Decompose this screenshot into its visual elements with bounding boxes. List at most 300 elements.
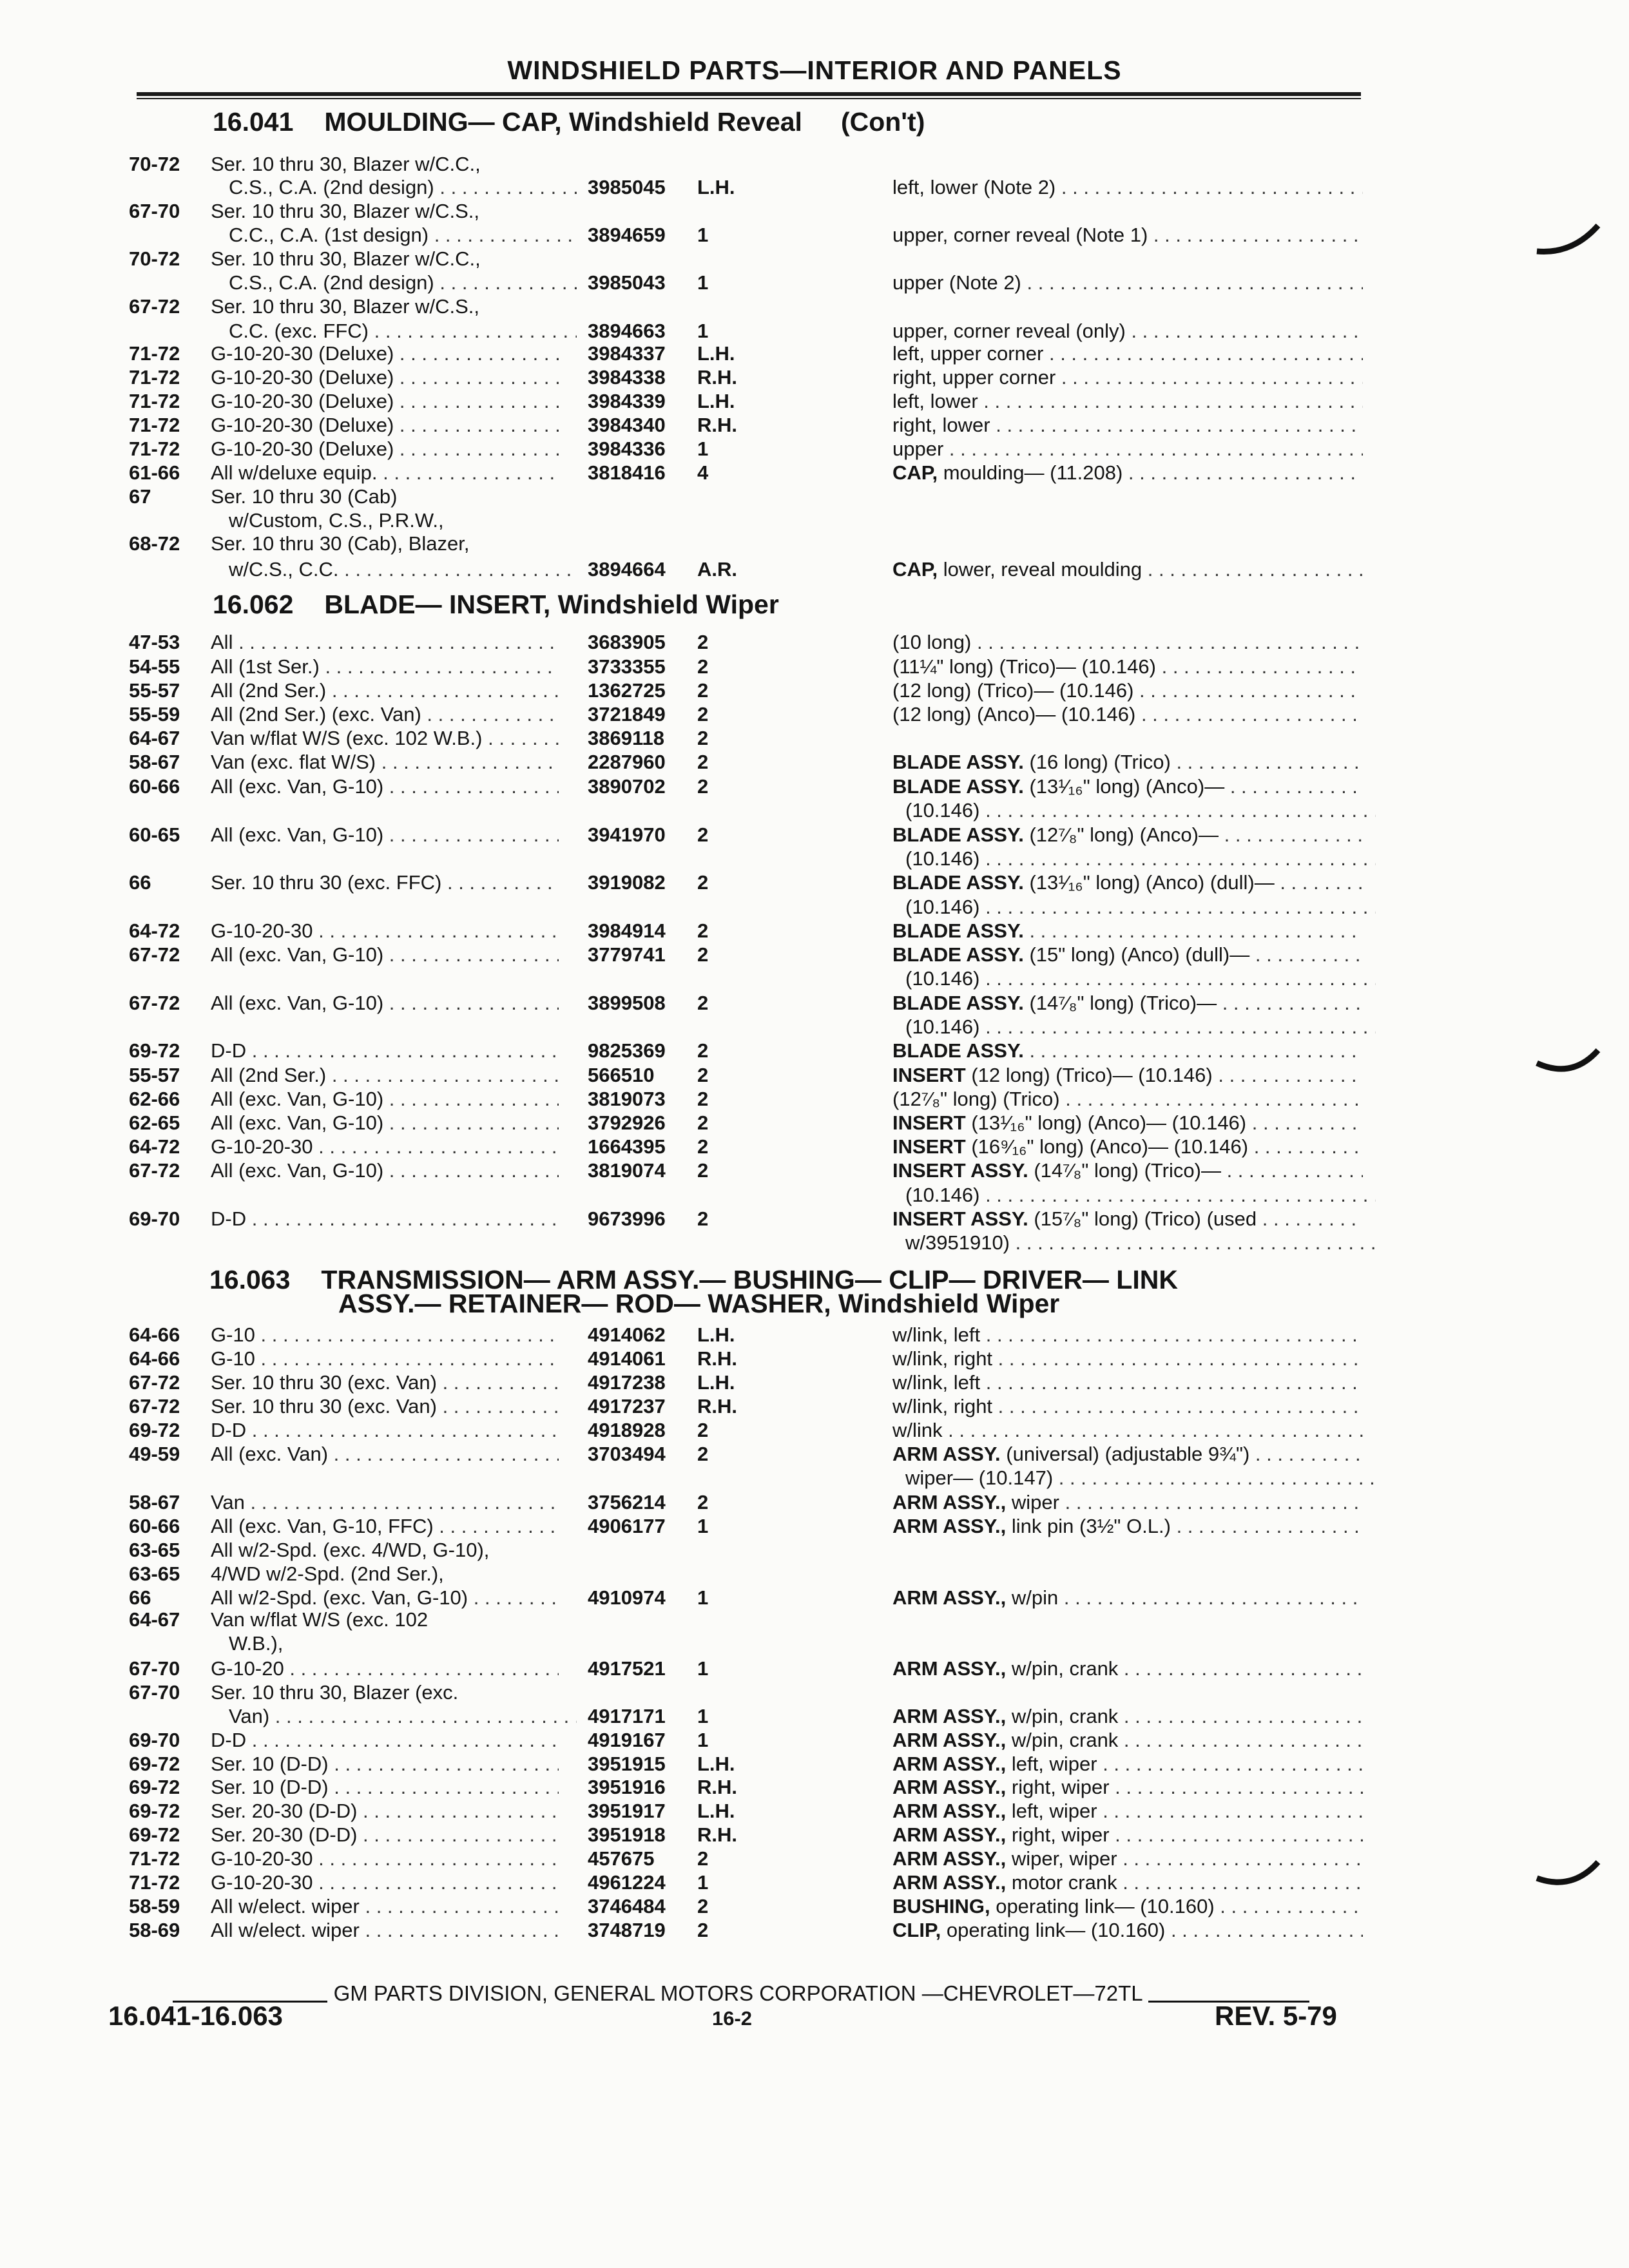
table-row	[0, 1870, 1629, 1895]
table-row	[0, 1918, 1629, 1943]
description	[892, 1442, 1363, 1466]
quantity: 2	[697, 679, 709, 702]
model-years: 71-72	[129, 414, 180, 436]
description-text: (15" long) (Anco) (dull)—	[1029, 943, 1250, 966]
description	[905, 1015, 1376, 1039]
model-years: 69-72	[129, 1800, 180, 1822]
quantity: 2	[697, 775, 709, 798]
part-number: 4918928	[588, 1419, 666, 1441]
table-row	[0, 823, 1629, 847]
model-years: 64-66	[129, 1347, 180, 1370]
description-text: w/link, left	[892, 1371, 981, 1394]
description	[892, 1111, 1363, 1135]
model-years: 60-66	[129, 775, 180, 798]
part-number: 3733355	[588, 655, 666, 678]
description-text: w/link, right	[892, 1395, 993, 1418]
part-number: 3951918	[588, 1823, 666, 1846]
application: Van (exc. flat W/S) . . .	[211, 750, 559, 774]
description	[892, 1586, 1363, 1610]
part-number: 4917171	[588, 1705, 666, 1727]
table-row	[0, 294, 1629, 319]
description-part-name: BLADE ASSY.	[892, 943, 1024, 966]
description-part-name: ARM ASSY.,	[892, 1657, 1007, 1680]
part-number: 3819073	[588, 1088, 666, 1110]
description	[905, 966, 1376, 991]
description-part-name: BLADE ASSY.	[892, 992, 1024, 1014]
description	[892, 389, 1363, 414]
part-number: 3748719	[588, 1919, 666, 1941]
description-text: (10.146)	[905, 847, 980, 870]
table-row	[0, 966, 1629, 991]
model-years: 63-65	[129, 1539, 180, 1561]
description	[892, 341, 1363, 366]
binder-hole-mark-1	[1534, 219, 1605, 258]
part-number: 3984337	[588, 342, 666, 365]
table-row	[0, 508, 1629, 533]
description	[892, 223, 1363, 247]
model-years: 68-72	[129, 532, 180, 555]
description	[892, 461, 1363, 485]
part-number: 4914062	[588, 1323, 666, 1346]
quantity: 2	[697, 1207, 709, 1230]
part-number: 4917237	[588, 1395, 666, 1418]
table-row	[0, 1894, 1629, 1919]
description-part-name: BLADE ASSY.	[892, 751, 1024, 773]
description	[892, 437, 1363, 461]
application: G-10-20 . . .	[211, 1657, 559, 1681]
table-row	[0, 919, 1629, 943]
application: Van w/flat W/S (exc. 102 W.B.) . . .	[211, 726, 559, 751]
footer-section-range: 16.041-16.063	[108, 2001, 283, 2031]
description	[892, 1657, 1363, 1681]
model-years: 64-67	[129, 727, 180, 749]
model-years: 62-66	[129, 1088, 180, 1110]
description	[892, 630, 1363, 655]
table-row	[0, 655, 1629, 679]
application: Van) . . .	[229, 1704, 577, 1729]
model-years: 47-53	[129, 631, 180, 653]
model-years: 63-65	[129, 1562, 180, 1585]
description-text: w/3951910)	[905, 1231, 1010, 1254]
application: All w/elect. wiper . . .	[211, 1894, 559, 1919]
description-part-name: BUSHING,	[892, 1895, 990, 1917]
application: G-10-20-30 (Deluxe) . . .	[211, 341, 559, 366]
table-row	[0, 1039, 1629, 1063]
part-number: 2287960	[588, 751, 666, 773]
description-part-name: BLADE ASSY.	[892, 871, 1024, 894]
quantity: 4	[697, 461, 709, 484]
quantity: 2	[697, 1111, 709, 1134]
quantity: 2	[697, 1039, 709, 1062]
footer-revision: REV. 5-79	[1215, 2001, 1337, 2031]
section-number: 16.063	[209, 1265, 291, 1294]
quantity: 2	[697, 1064, 709, 1086]
quantity: 1	[697, 1705, 709, 1727]
table-row	[0, 943, 1629, 967]
description	[892, 774, 1363, 799]
description-part-name: CLIP,	[892, 1919, 941, 1941]
quantity: 2	[697, 871, 709, 894]
part-number: 3984914	[588, 919, 666, 942]
section-title-16-041	[213, 107, 925, 137]
application: All (2nd Ser.) . . .	[211, 678, 559, 703]
table-row	[0, 630, 1629, 655]
application: Ser. 20-30 (D-D) . . .	[211, 1799, 559, 1823]
table-row	[0, 1394, 1629, 1419]
part-number: 4917238	[588, 1371, 666, 1394]
description-text: left, upper corner	[892, 342, 1044, 365]
description-text: (12 long) (Trico)— (10.146)	[971, 1064, 1213, 1086]
description	[892, 1323, 1363, 1347]
description-part-name: BLADE ASSY.	[892, 775, 1024, 798]
description	[892, 1847, 1363, 1871]
application: Van . . .	[211, 1490, 559, 1515]
table-row	[0, 1586, 1629, 1610]
model-years: 69-72	[129, 1823, 180, 1846]
quantity: 2	[697, 703, 709, 726]
part-number: 4914061	[588, 1347, 666, 1370]
description-text: left, wiper	[1011, 1753, 1097, 1775]
quantity: 2	[697, 1847, 709, 1870]
model-years: 55-57	[129, 1064, 180, 1086]
model-years: 67-72	[129, 992, 180, 1014]
table-row	[0, 532, 1629, 556]
table-row	[0, 1562, 1629, 1586]
model-years: 55-57	[129, 679, 180, 702]
application: Ser. 10 (D-D) . . .	[211, 1752, 559, 1776]
description-text: (12 long) (Trico)— (10.146)	[892, 679, 1134, 702]
description	[892, 413, 1363, 437]
table-row	[0, 223, 1629, 247]
table-row	[0, 1158, 1629, 1183]
description	[892, 271, 1363, 295]
table-row	[0, 1490, 1629, 1515]
description	[892, 870, 1363, 895]
table-row	[0, 1370, 1629, 1395]
model-years: 64-72	[129, 919, 180, 942]
quantity: 2	[697, 751, 709, 773]
description-text: upper, corner reveal (only)	[892, 320, 1126, 342]
section-heading: MOULDING— CAP, Windshield Reveal	[324, 107, 802, 137]
quantity: L.H.	[697, 176, 735, 198]
description	[892, 1135, 1363, 1159]
description-text: right, lower	[892, 414, 990, 436]
description-text: (12 long) (Anco)— (10.146)	[892, 703, 1136, 726]
table-row	[0, 485, 1629, 509]
table-row	[0, 319, 1629, 343]
section-title-16-063-line2	[338, 1289, 1059, 1319]
quantity: 1	[697, 1729, 709, 1751]
description-text: upper	[892, 437, 944, 460]
table-row	[0, 1063, 1629, 1088]
part-number: 4910974	[588, 1586, 666, 1609]
description-text: operating link— (10.160)	[946, 1919, 1166, 1941]
description-part-name: ARM ASSY.,	[892, 1776, 1007, 1798]
application: w/C.S., C.C. . . .	[229, 557, 577, 582]
table-row	[0, 1775, 1629, 1800]
description	[892, 655, 1363, 679]
description	[892, 1918, 1363, 1943]
description	[892, 365, 1363, 390]
quantity: 2	[697, 655, 709, 678]
description	[892, 1775, 1363, 1800]
description-text: right, upper corner	[892, 366, 1056, 389]
application: Ser. 10 thru 30 (Cab), Blazer,	[211, 532, 470, 555]
model-years: 60-66	[129, 1515, 180, 1537]
model-years: 54-55	[129, 655, 180, 678]
application: C.C., C.A. (1st design) . . .	[229, 223, 577, 247]
part-number: 4919167	[588, 1729, 666, 1751]
table-row	[0, 247, 1629, 271]
model-years: 55-59	[129, 703, 180, 726]
part-number: 9673996	[588, 1207, 666, 1230]
description-part-name: ARM ASSY.,	[892, 1515, 1007, 1537]
model-years: 69-72	[129, 1753, 180, 1775]
table-row	[0, 1466, 1629, 1490]
table-row	[0, 1538, 1629, 1562]
table-row	[0, 175, 1629, 200]
header-rule-thin	[137, 98, 1361, 99]
description	[892, 319, 1363, 343]
application: Ser. 10 thru 30, Blazer w/C.S.,	[211, 295, 479, 318]
table-row	[0, 557, 1629, 582]
part-number: 3919082	[588, 871, 666, 894]
description-text: wiper— (10.147)	[905, 1466, 1054, 1489]
table-row	[0, 1704, 1629, 1729]
description	[892, 823, 1363, 847]
quantity: 1	[697, 1871, 709, 1894]
part-number: 3894664	[588, 558, 666, 581]
model-years: 71-72	[129, 1871, 180, 1894]
description	[892, 678, 1363, 703]
quantity: R.H.	[697, 1347, 737, 1370]
description-text: right, wiper	[1011, 1823, 1110, 1846]
description-part-name: ARM ASSY.,	[892, 1823, 1007, 1846]
description-text: (16 long) (Trico)	[1029, 751, 1171, 773]
description-part-name: ARM ASSY.,	[892, 1491, 1007, 1514]
part-number: 3899508	[588, 992, 666, 1014]
table-row	[0, 1631, 1629, 1656]
description-text: w/pin, crank	[1011, 1705, 1119, 1727]
quantity: 2	[697, 992, 709, 1014]
description-part-name: ARM ASSY.,	[892, 1847, 1007, 1870]
table-row	[0, 1847, 1629, 1871]
description-text: left, wiper	[1011, 1800, 1097, 1822]
application: D-D . . .	[211, 1728, 559, 1753]
description	[892, 1728, 1363, 1753]
quantity: 2	[697, 727, 709, 749]
table-row	[0, 1728, 1629, 1753]
description-part-name: INSERT ASSY.	[892, 1159, 1028, 1182]
description	[892, 1394, 1363, 1419]
table-row	[0, 1231, 1629, 1255]
quantity: 2	[697, 943, 709, 966]
model-years: 71-72	[129, 342, 180, 365]
part-number: 4961224	[588, 1871, 666, 1894]
part-number: 3894659	[588, 224, 666, 246]
description-text: (universal) (adjustable 9¾")	[1006, 1443, 1250, 1465]
table-row	[0, 991, 1629, 1015]
description-part-name: INSERT	[892, 1135, 966, 1158]
application: G-10-20-30 . . .	[211, 1870, 559, 1895]
application: D-D . . .	[211, 1207, 559, 1231]
section-continued: (Con't)	[840, 107, 925, 137]
table-row	[0, 437, 1629, 461]
quantity: 1	[697, 224, 709, 246]
application: All (exc. Van, G-10) . . .	[211, 991, 559, 1015]
quantity: R.H.	[697, 366, 737, 389]
section-number: 16.062	[213, 590, 294, 619]
part-number: 3941970	[588, 823, 666, 846]
table-row	[0, 798, 1629, 823]
table-row	[0, 1823, 1629, 1847]
model-years: 67-70	[129, 1657, 180, 1680]
application: All w/2-Spd. (exc. 4/WD, G-10),	[211, 1539, 490, 1561]
part-number: 3756214	[588, 1491, 666, 1514]
model-years: 66	[129, 1586, 151, 1609]
application: All (exc. Van, G-10) . . .	[211, 774, 559, 799]
description	[892, 1490, 1363, 1515]
table-row	[0, 895, 1629, 919]
application: G-10-20-30 . . .	[211, 1135, 559, 1159]
description-text: link pin (3½" O.L.)	[1011, 1515, 1171, 1537]
application: C.S., C.A. (2nd design) . . .	[229, 175, 577, 200]
part-number: 4906177	[588, 1515, 666, 1537]
description-text: (14⁷⁄₈" long) (Trico)—	[1034, 1159, 1221, 1182]
model-years: 69-72	[129, 1039, 180, 1062]
application: All (exc. Van, G-10) . . .	[211, 1111, 559, 1135]
model-years: 71-72	[129, 390, 180, 412]
table-row	[0, 199, 1629, 224]
description-text: w/pin, crank	[1011, 1657, 1119, 1680]
description-text: (10.146)	[905, 1184, 980, 1206]
quantity: L.H.	[697, 1371, 735, 1394]
page-title: WINDSHIELD PARTS—INTERIOR AND PANELS	[507, 55, 1122, 85]
part-number: 3984336	[588, 437, 666, 460]
part-number: 3890702	[588, 775, 666, 798]
table-row	[0, 271, 1629, 295]
application: G-10-20-30 (Deluxe) . . .	[211, 365, 559, 390]
model-years: 70-72	[129, 153, 180, 175]
quantity: 2	[697, 823, 709, 846]
quantity: 1	[697, 1657, 709, 1680]
application: Ser. 10 thru 30 (exc. Van) . . .	[211, 1394, 559, 1419]
description	[905, 798, 1376, 823]
model-years: 69-72	[129, 1776, 180, 1798]
model-years: 67-72	[129, 1371, 180, 1394]
table-row	[0, 847, 1629, 871]
description	[892, 1370, 1363, 1395]
table-row	[0, 1418, 1629, 1443]
table-row	[0, 1514, 1629, 1539]
description-text: (10.146)	[905, 967, 980, 990]
table-row	[0, 702, 1629, 727]
description-text: (10.146)	[905, 1015, 980, 1038]
application: Ser. 10 thru 30, Blazer (exc.	[211, 1681, 459, 1704]
model-years: 71-72	[129, 1847, 180, 1870]
description-text: moulding— (11.208)	[943, 461, 1123, 484]
table-row	[0, 1657, 1629, 1681]
table-row	[0, 1323, 1629, 1347]
application: w/Custom, C.S., P.R.W.,	[229, 509, 444, 532]
application: All (exc. Van, G-10) . . .	[211, 943, 559, 967]
part-number: 3951916	[588, 1776, 666, 1798]
description	[892, 1894, 1363, 1919]
part-number: 9825369	[588, 1039, 666, 1062]
quantity: 2	[697, 1419, 709, 1441]
table-row	[0, 365, 1629, 390]
quantity: 1	[697, 1515, 709, 1537]
description-text: (12⁷⁄₈" long) (Trico)	[892, 1088, 1060, 1110]
table-row	[0, 1608, 1629, 1632]
part-number: 3984340	[588, 414, 666, 436]
quantity: R.H.	[697, 1395, 737, 1418]
quantity: 2	[697, 1088, 709, 1110]
model-years: 64-66	[129, 1323, 180, 1346]
application: D-D . . .	[211, 1418, 559, 1443]
footer-publisher-text: GM PARTS DIVISION, GENERAL MOTORS CORPORATION —CHEVROLET—72TL	[333, 1981, 1142, 2005]
description	[892, 1207, 1363, 1231]
description-part-name: ARM ASSY.,	[892, 1586, 1007, 1609]
description-part-name: BLADE ASSY.	[892, 1039, 1024, 1062]
model-years: 66	[129, 871, 151, 894]
quantity: L.H.	[697, 1800, 735, 1822]
description-text: (14⁷⁄₈" long) (Trico)—	[1029, 992, 1217, 1014]
model-years: 67-72	[129, 295, 180, 318]
table-row	[0, 1015, 1629, 1039]
application: G-10-20-30 (Deluxe) . . .	[211, 389, 559, 414]
application: Ser. 10 thru 30 (exc. Van) . . .	[211, 1370, 559, 1395]
section-number: 16.041	[213, 107, 294, 137]
model-years: 64-67	[129, 1608, 180, 1631]
application: Ser. 10 thru 30 (Cab)	[211, 485, 398, 508]
description-part-name: ARM ASSY.,	[892, 1705, 1007, 1727]
section-heading: TRANSMISSION— ARM ASSY.— BUSHING— CLIP— DRIVER— LINK	[321, 1265, 1178, 1294]
description	[892, 991, 1363, 1015]
part-number: 1362725	[588, 679, 666, 702]
table-row	[0, 678, 1629, 703]
description-part-name: BLADE ASSY.	[892, 919, 1024, 942]
description-text: w/link, right	[892, 1347, 993, 1370]
quantity: 2	[697, 1443, 709, 1465]
part-number: 3894663	[588, 320, 666, 342]
description-part-name: INSERT ASSY.	[892, 1207, 1028, 1230]
part-number: 3703494	[588, 1443, 666, 1465]
model-years: 67	[129, 485, 151, 508]
table-row	[0, 1135, 1629, 1159]
model-years: 69-70	[129, 1729, 180, 1751]
description-text: motor crank	[1011, 1871, 1117, 1894]
quantity: R.H.	[697, 414, 737, 436]
application: W.B.),	[229, 1632, 284, 1655]
part-number: 3818416	[588, 461, 666, 484]
part-number: 3985043	[588, 271, 666, 294]
part-number: 3792926	[588, 1111, 666, 1134]
description	[905, 847, 1376, 871]
model-years: 58-69	[129, 1919, 180, 1941]
model-years: 60-65	[129, 823, 180, 846]
description	[892, 557, 1363, 582]
part-number: 566510	[588, 1064, 655, 1086]
quantity: 1	[697, 320, 709, 342]
table-row	[0, 750, 1629, 774]
application: Ser. 10 thru 30, Blazer w/C.C.,	[211, 247, 481, 270]
description	[892, 1063, 1363, 1088]
description-text: upper, corner reveal (Note 1)	[892, 224, 1148, 246]
table-row	[0, 389, 1629, 414]
description-part-name: ARM ASSY.,	[892, 1753, 1007, 1775]
model-years: 61-66	[129, 461, 180, 484]
